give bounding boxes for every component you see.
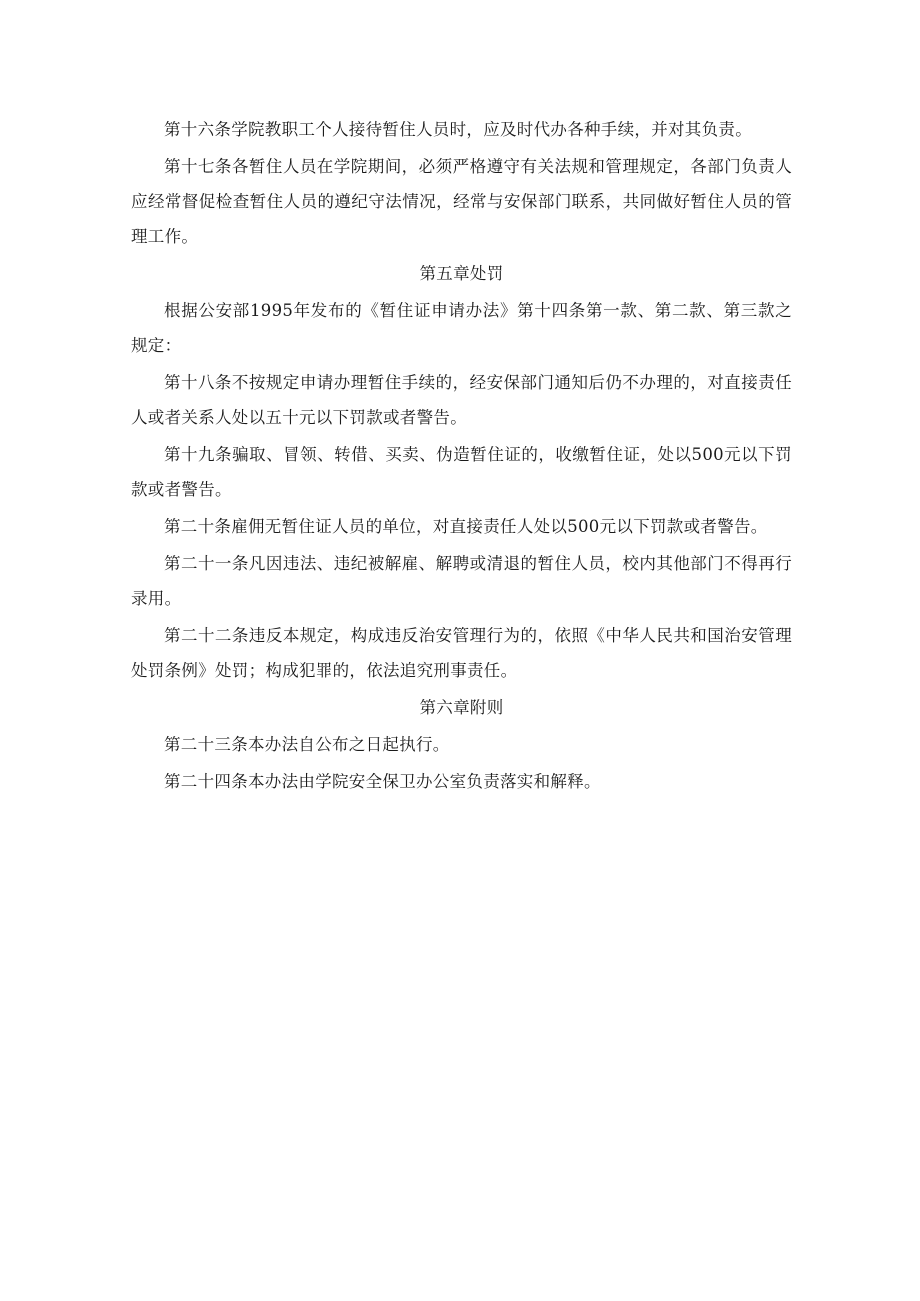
- article-24: 第二十四条本办法由学院安全保卫办公室负责落实和解释。: [164, 772, 601, 791]
- article-21: 第二十一条凡因违法、违纪被解雇、解聘或清退的暂住人员，校内其他部门不得再行录用。: [131, 554, 792, 608]
- document-page: [131, 112, 792, 801]
- article-22: 第二十二条违反本规定，构成违反治安管理行为的，依照《中华人民共和国治安管理处罚条例》处罚；构成犯罪的，依法追究刑事责任。: [131, 626, 792, 680]
- article-20: 第二十条雇佣无暂住证人员的单位，对直接责任人处以500元以下罚款或者警告。: [164, 517, 768, 536]
- article-16: 第十六条学院教职工个人接待暂住人员时，应及时代办各种手续，并对其负责。: [164, 120, 752, 139]
- chapter-5-preamble: 根据公安部1995年发布的《暂住证申请办法》第十四条第一款、第二款、第三款之规定：: [131, 301, 792, 355]
- article-17: 第十七条各暂住人员在学院期间，必须严格遵守有关法规和管理规定，各部门负责人应经常督促检查暂住人员的遵纪守法情况，经常与安保部门联系，共同做好暂住人员的管理工作。: [131, 157, 792, 246]
- article-23: 第二十三条本办法自公布之日起执行。: [164, 735, 450, 754]
- article-18: 第十八条不按规定申请办理暂住手续的，经安保部门通知后仍不办理的，对直接责任人或者关系人处以五十元以下罚款或者警告。: [131, 373, 792, 427]
- article-19: 第十九条骗取、冒领、转借、买卖、伪造暂住证的，收缴暂住证，处以500元以下罚款或者警告。: [131, 445, 792, 499]
- chapter-5-heading: 第五章处罚: [419, 264, 504, 283]
- chapter-6-heading: 第六章附则: [419, 698, 504, 717]
